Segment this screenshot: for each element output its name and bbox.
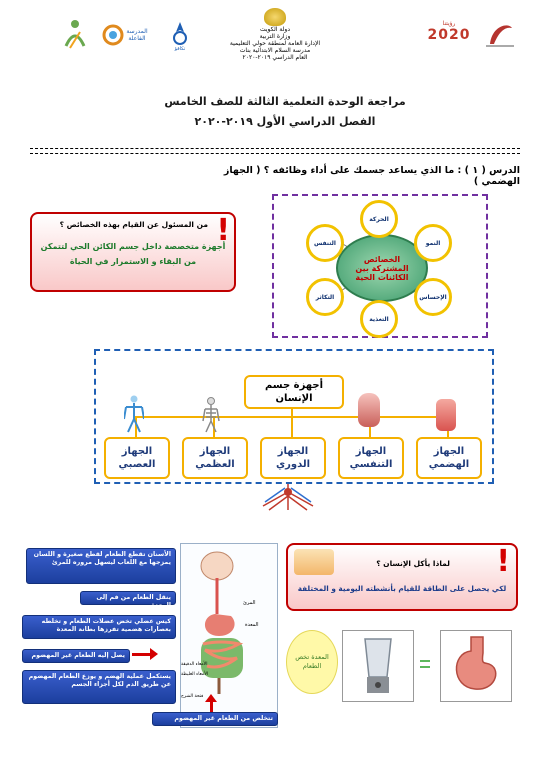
- properties-center-label: الخصائص المشتركة بين الكائنات الحية: [355, 254, 409, 282]
- diagram-label-large-intestine: الأمعاء الغليظة: [181, 672, 209, 677]
- vision-year: 2020: [427, 26, 471, 43]
- logo-effective-school: [100, 18, 152, 52]
- diagram-label-small-intestine: الأمعاء الدقيقة: [181, 662, 208, 667]
- label-stomach: كيس عضلي تخض عضلات الطعام و تخلطه بعصارات هضمية تفرزها بطانة المعدة: [22, 615, 176, 639]
- property-label: الإحساس: [419, 293, 447, 301]
- effective-school-text: المدرسة الفاعلة: [126, 28, 148, 42]
- vision-sub: رؤيتنا: [442, 19, 456, 27]
- system-skeletal: [182, 437, 248, 479]
- skeleton-icon: [202, 397, 220, 433]
- equality-text: تكافؤ: [174, 46, 186, 52]
- kuwait-emblem-icon: [264, 8, 286, 26]
- property-nutrition: [360, 300, 398, 338]
- header-line-3: الإدارة العامة لمنطقة حولي التعليمية: [229, 40, 321, 47]
- label-anus: تتخلص من الطعام غير المهضوم: [152, 712, 278, 726]
- property-sensation: [414, 278, 452, 316]
- stomach-icon: [440, 630, 512, 702]
- header-line-2: وزارة التربية: [259, 33, 291, 40]
- property-respiration: [306, 224, 344, 262]
- system-label: الجهاز الهضمي: [428, 446, 470, 470]
- label-small-intestine: يستكمل عملية الهضم و يوزع الطعام المهضوم عن طريق الدم لكل أجزاء الجسم: [22, 670, 176, 704]
- digestive-diagram: [180, 543, 278, 728]
- system-nervous: [104, 437, 170, 479]
- why-eat-question: لماذا يأكل الإنسان ؟: [376, 559, 450, 568]
- digestive-organ-icon: [436, 399, 456, 431]
- header-line-4: مدرسة السلام الابتدائية بنات: [239, 47, 311, 54]
- arrow-large-intestine: [132, 653, 152, 656]
- properties-box: [272, 194, 488, 338]
- nervous-system-icon: [124, 395, 144, 433]
- lesson-heading: الدرس ( ١ ) : ما الذي يساعد جسمك على أداء وظائفه ؟ ( الجهاز الهضمي ): [223, 165, 520, 187]
- label-mouth: الأسنان تقطع الطعام لقطع صغيرة و اللسان يمزجها مع اللعاب ليسهل مروره للمرئ: [26, 548, 176, 584]
- property-label: التنفس: [313, 239, 336, 247]
- property-label: الحركة: [369, 215, 389, 223]
- system-label: الجهاز التنفسي: [349, 446, 393, 470]
- diagram-label-stomach: المعدة: [245, 622, 259, 628]
- property-reproduction: [306, 278, 344, 316]
- warning-icon-2: !: [496, 544, 510, 579]
- title-review: مراجعة الوحدة التعلمية الثالثة للصف الخامس: [164, 95, 406, 108]
- logo-equality: [165, 16, 195, 56]
- warning-icon: !: [216, 213, 230, 248]
- separator: [30, 148, 520, 154]
- responsible-question: من المسئول عن القيام بهذه الخصائص ؟: [59, 220, 208, 229]
- systems-title-label: أجهزة جسم الإنسان: [264, 380, 324, 404]
- blender-icon: [342, 630, 414, 702]
- title-semester: الفصل الدراسي الأول ٢٠١٩-٢٠٢٠: [194, 115, 376, 128]
- property-label: التكاثر: [315, 293, 335, 301]
- diagram-label-esophagus: المرئ: [243, 600, 256, 606]
- why-eat-card: [286, 543, 518, 611]
- property-movement: [360, 200, 398, 238]
- arrow-head-1: [150, 648, 158, 660]
- stomach-label-circle: [286, 630, 338, 694]
- stomach-label: المعدة تخص الطعام: [295, 653, 329, 670]
- responsible-answer: أجهزة متخصصة داخل جسم الكائن الحي لتتمكن من البقاء و الاستمرار في الحياة: [40, 242, 226, 266]
- logo-vision-2020: [425, 16, 473, 46]
- header-center: [220, 8, 330, 61]
- header-line-5: العام الدراسي ٢٠١٩-٢٠٢٠: [242, 54, 308, 61]
- label-esophagus: ينقل الطعام من فم إلى المعدة: [80, 591, 176, 605]
- logo-ministry-right: [482, 14, 518, 50]
- property-growth: [414, 224, 452, 262]
- header-line-1: دولة الكويت: [260, 26, 290, 33]
- responsible-card: [30, 212, 236, 292]
- system-label: الجهاز العصبي: [118, 446, 156, 470]
- lungs-icon: [358, 393, 380, 427]
- system-label: الجهاز الدوري: [275, 446, 311, 470]
- why-eat-answer: لكي يحصل على الطاقة للقيام بأنشطته اليومية و المختلفة: [297, 584, 507, 593]
- systems-title: [244, 375, 344, 409]
- heart-vessels-icon: [255, 482, 321, 512]
- system-label: الجهاز العظمي: [195, 446, 235, 470]
- label-large-intestine: يصل إليه الطعام غير المهضوم: [22, 649, 130, 663]
- system-circulatory: [260, 437, 326, 479]
- property-label: النمو: [425, 239, 441, 247]
- system-respiratory: [338, 437, 404, 479]
- systems-box: [94, 349, 494, 484]
- arrow-head-2: [205, 694, 217, 702]
- property-label: التغذية: [369, 315, 389, 323]
- equals-icon: [420, 660, 430, 668]
- kids-eating-icon: [294, 549, 334, 575]
- diagram-label-anus: فتحة الشرج: [181, 694, 204, 699]
- logo-left-figure: [60, 16, 90, 54]
- system-digestive: [416, 437, 482, 479]
